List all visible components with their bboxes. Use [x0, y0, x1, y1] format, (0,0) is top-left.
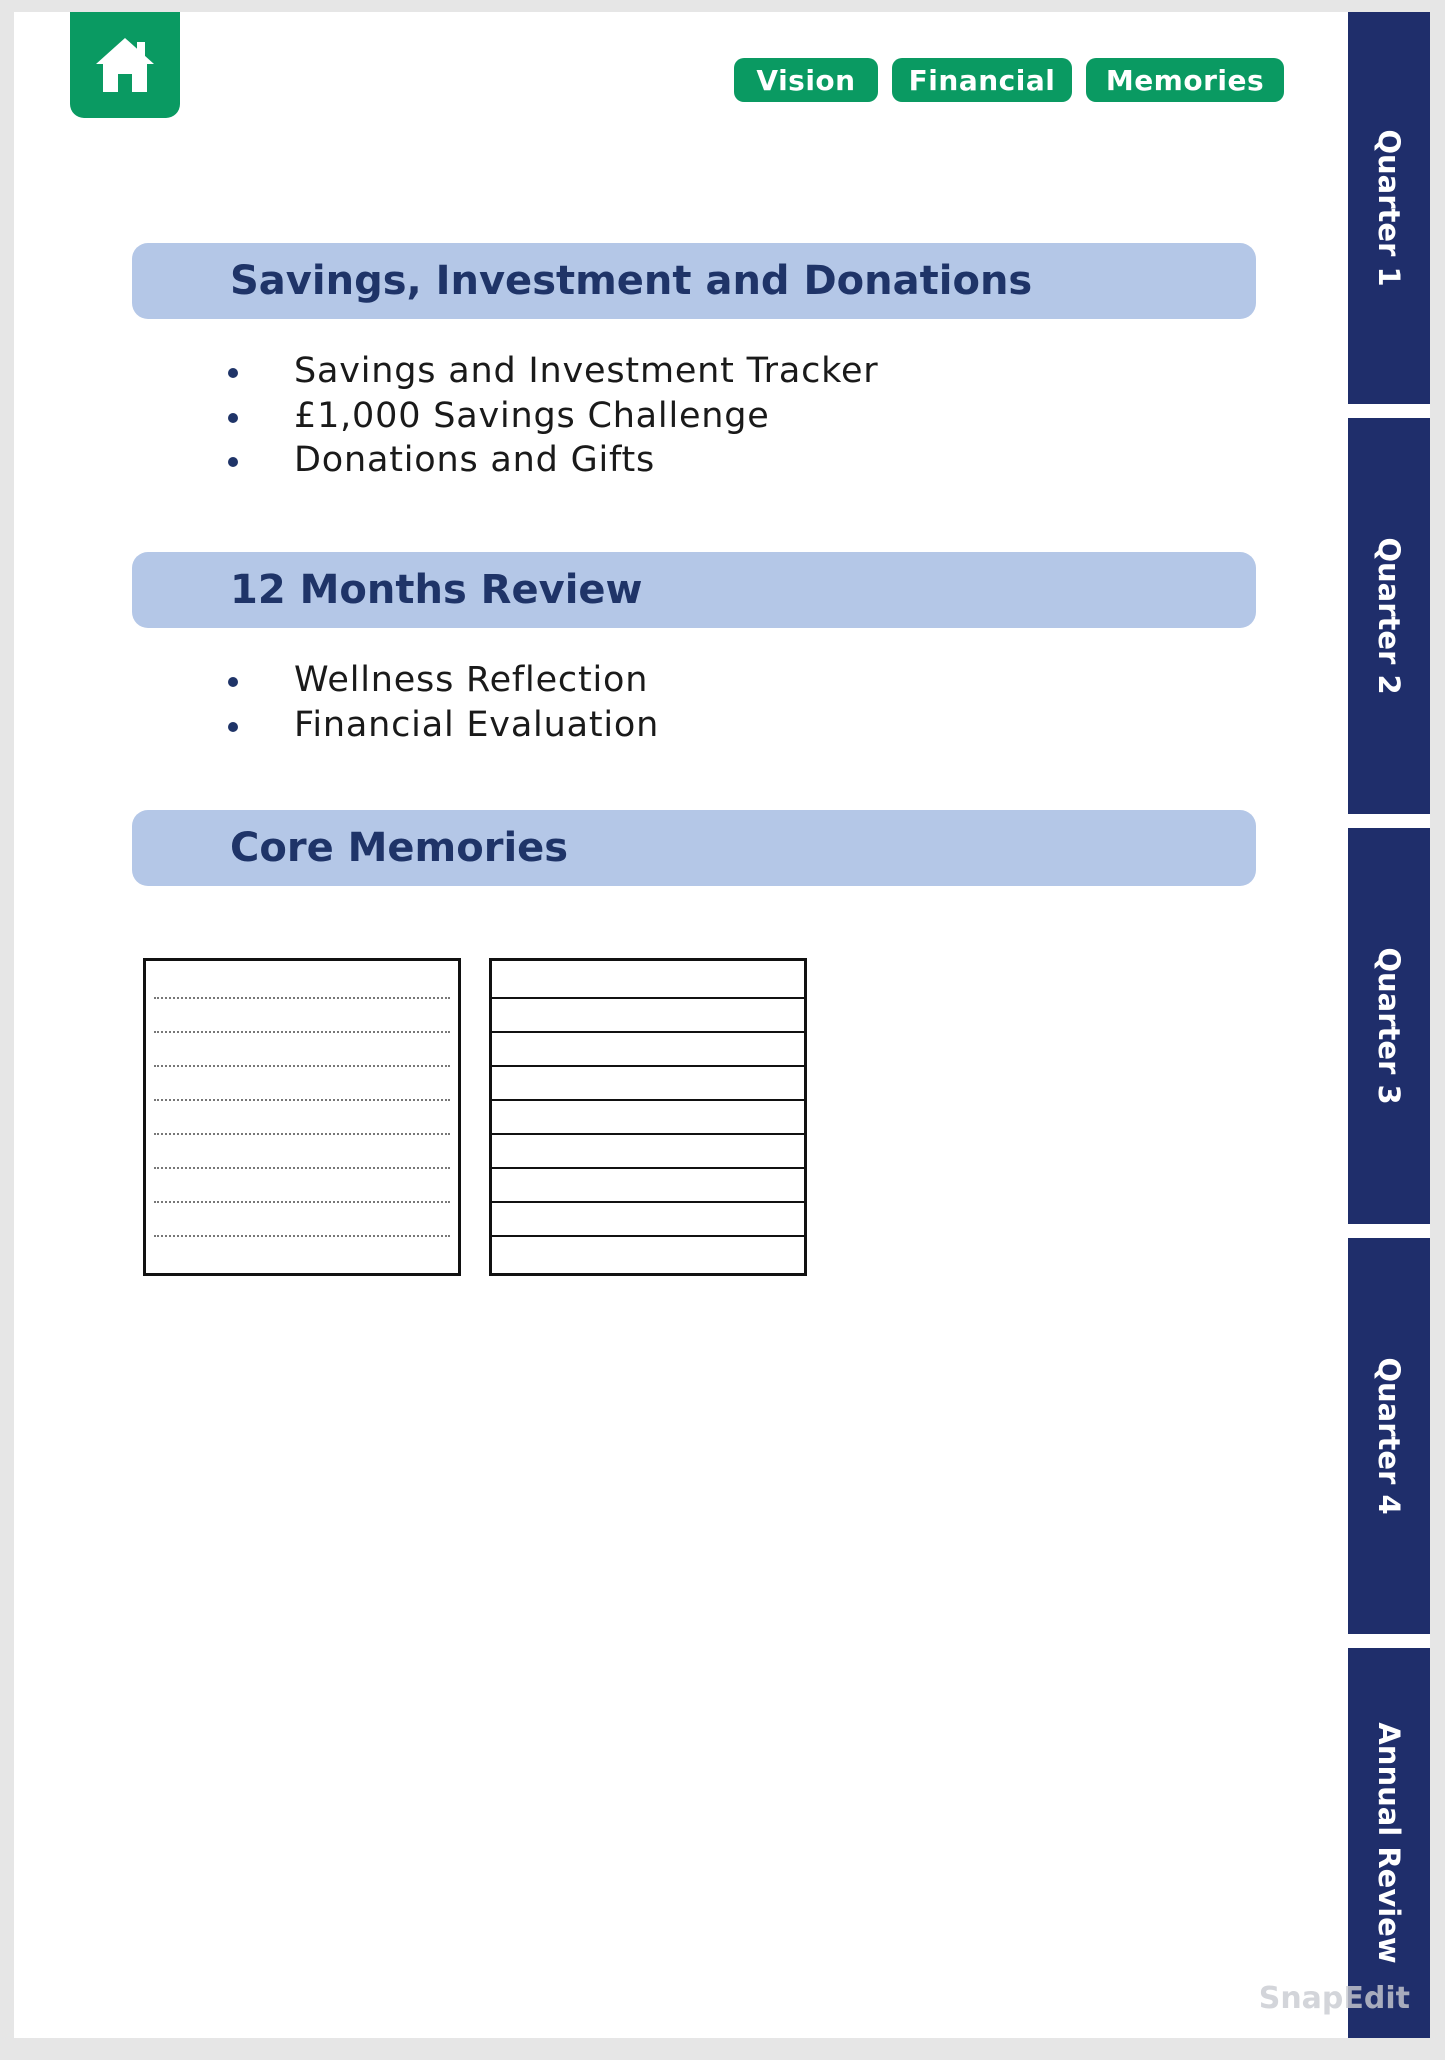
dotted-line [154, 1099, 450, 1101]
bullet-icon [228, 457, 238, 467]
top-nav [734, 58, 1284, 102]
tab-quarter-4[interactable] [1348, 1238, 1430, 1634]
planner-page [14, 12, 1430, 2038]
ruled-line [492, 1201, 804, 1203]
bullet-icon [228, 677, 238, 687]
list-item[interactable] [228, 394, 878, 439]
tab-label: Quarter 3 [1372, 947, 1406, 1105]
list-item-label: Donations and Gifts [294, 440, 656, 480]
tab-quarter-3[interactable] [1348, 828, 1430, 1224]
ruled-line [492, 1235, 804, 1237]
list-item[interactable] [228, 438, 878, 483]
bullet-icon [228, 413, 238, 423]
dotted-line [154, 997, 450, 999]
ruled-line [492, 1031, 804, 1033]
dotted-page-template[interactable] [143, 958, 461, 1276]
list-item[interactable] [228, 658, 659, 703]
section-header-review: 12 Months Review [132, 552, 1256, 628]
section-header-savings: Savings, Investment and Donations [132, 243, 1256, 319]
watermark: SnapEdit [1258, 1981, 1410, 2016]
list-item-label: Wellness Reflection [294, 660, 649, 700]
financial-button[interactable]: Financial [892, 58, 1072, 102]
dotted-line [154, 1201, 450, 1203]
memories-button[interactable]: Memories [1086, 58, 1284, 102]
tab-label: Quarter 4 [1372, 1357, 1406, 1515]
tab-label: Quarter 1 [1372, 129, 1406, 287]
tab-quarter-2[interactable] [1348, 418, 1430, 814]
ruled-line [492, 997, 804, 999]
dotted-line [154, 1133, 450, 1135]
list-item[interactable] [228, 349, 878, 394]
list-item-label: £1,000 Savings Challenge [294, 395, 770, 436]
list-item[interactable] [228, 703, 659, 748]
list-item-label: Savings and Investment Tracker [294, 351, 879, 391]
dotted-line [154, 1031, 450, 1033]
ruled-line [492, 1099, 804, 1101]
dotted-line [154, 1235, 450, 1237]
quarter-tabs [1348, 12, 1430, 2038]
bullet-icon [228, 722, 238, 732]
bullet-icon [228, 368, 238, 378]
review-list [228, 658, 659, 747]
savings-list [228, 349, 878, 483]
lined-page-template[interactable] [489, 958, 807, 1276]
dotted-line [154, 1167, 450, 1169]
ruled-line [492, 1133, 804, 1135]
section-header-memories: Core Memories [132, 810, 1256, 886]
ruled-line [492, 1065, 804, 1067]
tab-quarter-1[interactable] [1348, 12, 1430, 404]
tab-annual-review[interactable] [1348, 1648, 1430, 2038]
home-icon [92, 34, 158, 96]
list-item-label: Financial Evaluation [294, 704, 660, 745]
home-button[interactable] [70, 12, 180, 118]
tab-label: Quarter 2 [1372, 537, 1406, 695]
tab-label: Annual Review [1372, 1722, 1406, 1964]
ruled-line [492, 1167, 804, 1169]
vision-button[interactable]: Vision [734, 58, 878, 102]
dotted-line [154, 1065, 450, 1067]
